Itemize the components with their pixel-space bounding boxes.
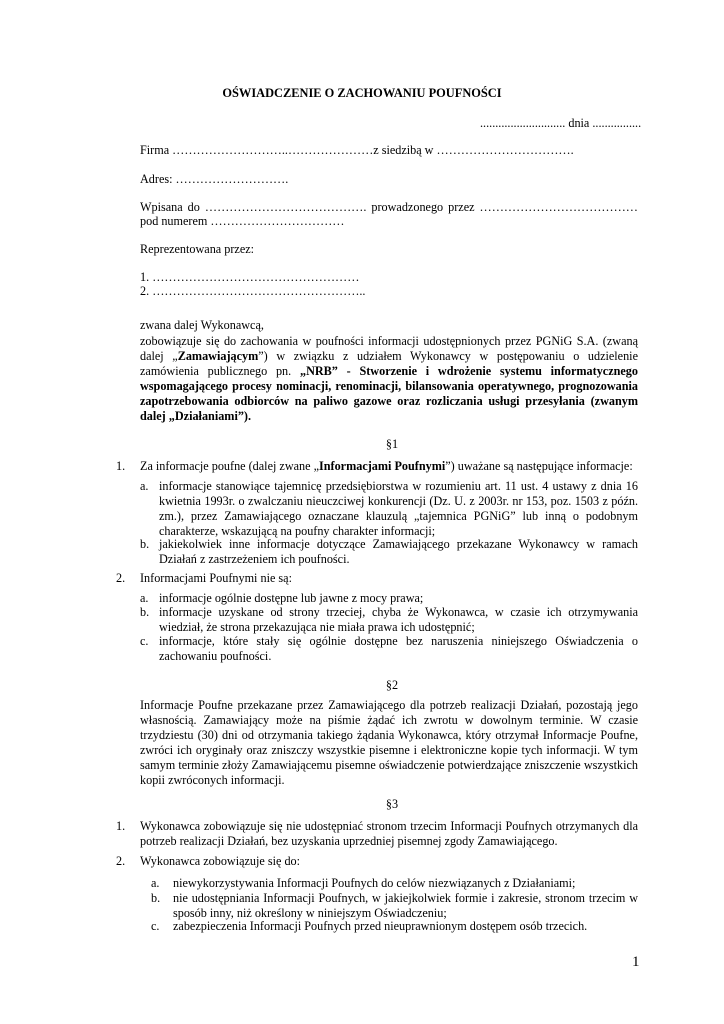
s1-p2-item-a-letter: a. [140, 591, 149, 605]
section-3-heading: §3 [385, 797, 399, 811]
s1-p1-item-a-text: informacje stanowiące tajemnicę przedsiębiorstwa w rozumieniu art. 11 ust. 4 ustawy z dnia 16 kwietnia 1993r. o zwalczaniu nieuczciwej konkurencji (Dz. U. z 2003r. nr 153, poz. 1503 z późn. zm.), przez Zamawiającego oznaczane klauzulą „tajemnica PGNiG” lub inną o podobnym charakterze, wskazującą na poufny charakter informacji; [159, 479, 638, 539]
s1-p2-item-c-letter: c. [140, 634, 149, 648]
s3-p2-text: Wykonawca zobowiązuje się do: [140, 854, 301, 868]
wpisana-line-1: Wpisana do …………………………………. prowadzonego przez ………………………………… [140, 200, 638, 214]
s2-paragraph: Informacje Poufne przekazane przez Zamawiającego dla potrzeb realizacji Działań, pozostają jego własnością. Zamawiający może na piśmie żądać ich zwrotu w dowolnym terminie. W czasie trzydziestu (30) dni od otrzymania takiego żądania Wykonawca, który otrzymał Informacje Poufne, zwróci ich oryginały oraz zniszczy wszystkie pisemne i elektroniczne kopie tych informacji. W tym samym terminie złoży Zamawiającemu pisemne oświadczenie potwierdzające zniszczenie wszystkich kopii zwróconych informacji. [140, 698, 638, 788]
s1-p2-number: 2. [116, 571, 126, 585]
s3-p2-item-b-text: nie udostępniania Informacji Poufnych, w jakiejkolwiek formie i zakresie, stronom trzecim w sposób inny, niż określony w niniejszym Oświadczeniu; [173, 891, 638, 921]
s1-p2-item-b-letter: b. [140, 605, 150, 619]
s3-p2-item-a-text: niewykorzystywania Informacji Poufnych do celów niezwiązanych z Działaniami; [173, 876, 576, 890]
section-2-heading: §2 [385, 678, 399, 692]
s3-p2-item-c-letter: c. [151, 919, 160, 933]
s1-p1-item-b-letter: b. [140, 537, 150, 551]
s1-p2-item-b-text: informacje uzyskane od strony trzeciej, chyba że Wykonawca, w czasie ich otrzymywania wiedział, że strona przekazująca nie miała prawa ich udostępnić; [159, 605, 638, 635]
date-line: ............................ dnia ................ [480, 116, 642, 130]
s3-p2-number: 2. [116, 854, 126, 868]
s3-p2-item-c-text: zabezpieczenia Informacji Poufnych przed nieuprawnionym dostępem osób trzecich. [173, 919, 588, 933]
representative-2: 2. …………………………………………….. [140, 284, 366, 298]
s3-p2-item-a-letter: a. [151, 876, 160, 890]
s1-p1-item-a-letter: a. [140, 479, 149, 493]
document-title: OŚWIADCZENIE O ZACHOWANIU POUFNOŚCI [222, 86, 502, 100]
wpisana-line-2: pod numerem …………………………… [140, 214, 345, 228]
s3-p1-text: Wykonawca zobowiązuje się nie udostępniać stronom trzecim Informacji Poufnych otrzymanych dla potrzeb realizacji Działań, bez uzyskania uprzedniej pisemnej zgody Zamawiającego. [140, 819, 638, 849]
s1-p1-number: 1. [116, 459, 126, 473]
firma-line: Firma ………………………..…………………z siedzibą w ……………………………. [140, 143, 574, 157]
s3-p1-number: 1. [116, 819, 126, 833]
page-number: 1 [632, 954, 640, 970]
s1-p1-text: Za informacje poufne (dalej zwane „Informacjami Poufnymi”) uważane są następujące informacje: [140, 459, 633, 473]
s3-p2-item-b-letter: b. [151, 891, 161, 905]
zwana-line: zwana dalej Wykonawcą, [140, 318, 264, 332]
section-1-heading: §1 [385, 437, 399, 451]
representative-1: 1. …………………………………………… [140, 270, 360, 284]
s1-p2-item-a-text: informacje ogólnie dostępne lub jawne z mocy prawa; [159, 591, 424, 605]
adres-line: Adres: ………………………. [140, 172, 289, 186]
s1-p2-text: Informacjami Poufnymi nie są: [140, 571, 292, 585]
s1-p2-item-c-text: informacje, które stały się ogólnie dostępne bez naruszenia niniejszego Oświadczenia o zachowaniu poufności. [159, 634, 638, 664]
s1-p1-item-b-text: jakiekolwiek inne informacje dotyczące Zamawiającego przekazane Wykonawcy w ramach Działań z zastrzeżeniem ich poufności. [159, 537, 638, 567]
reprezentowana-label: Reprezentowana przez: [140, 242, 255, 256]
intro-paragraph: zobowiązuje się do zachowania w poufności informacji udostępnionych przez PGNiG S.A. (zwaną dalej „Zamawiającym”) w związku z udziałem Wykonawcy w postępowaniu o udzielenie zamówienia publicznego pn. „NRB” - Stworzenie i wdrożenie systemu informatycznego wspomagającego procesy nominacji, renominacji, bilansowania operatywnego, prognozowania zapotrzebowania odbiorców na paliwo gazowe oraz rozliczania usługi przesyłania (zwanym dalej „Działaniami”). [140, 334, 638, 424]
